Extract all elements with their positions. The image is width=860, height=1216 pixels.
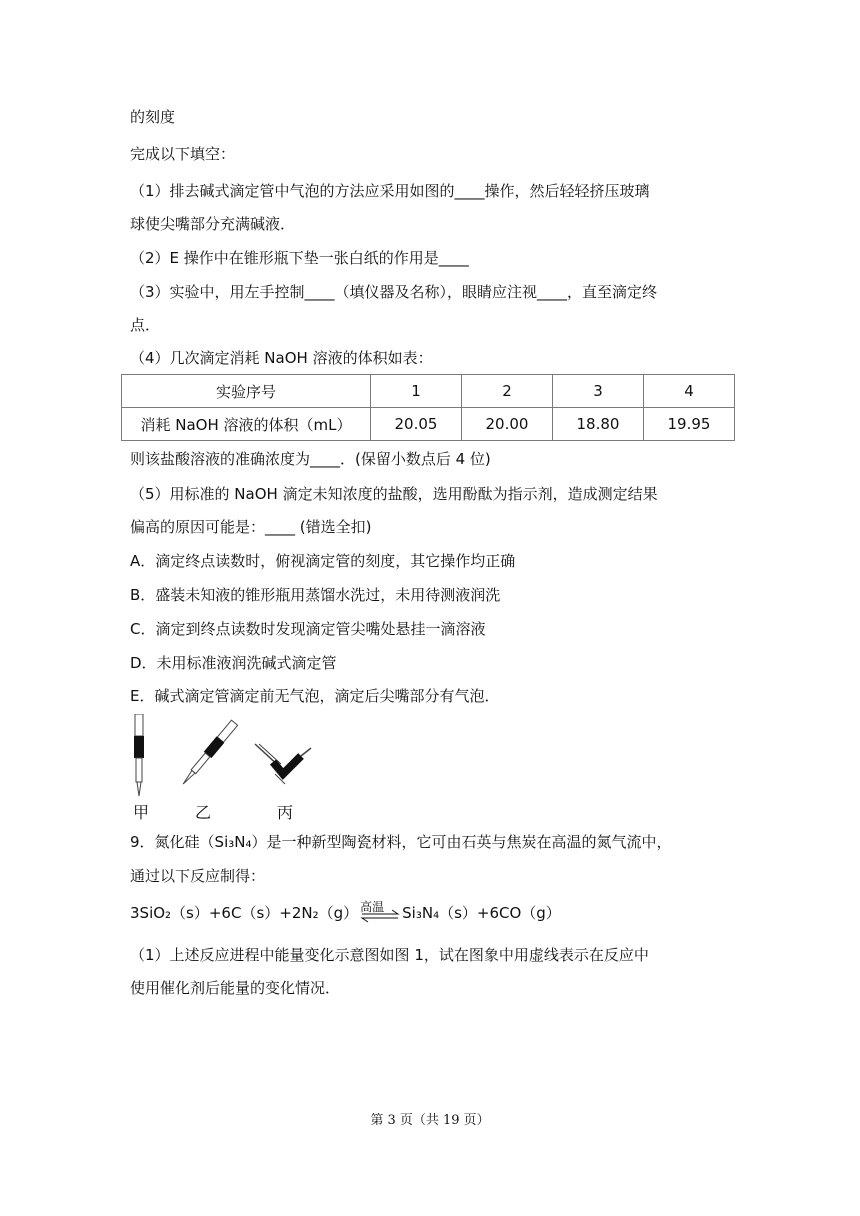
- option-b: B．盛装未知液的锥形瓶用蒸馏水洗过，未用待测液润洗: [130, 586, 501, 604]
- text-line: 完成以下填空：: [130, 145, 236, 163]
- question-4: （4）几次滴定消耗 NaOH 溶液的体积如表：: [130, 349, 433, 367]
- reversible-arrow-icon: [358, 902, 402, 924]
- burette-bing: [255, 744, 311, 784]
- option-c: C．滴定到终点读数时发现滴定管尖嘴处悬挂一滴溶液: [130, 620, 486, 638]
- question-2: （2）E 操作中在锥形瓶下垫一张白纸的作用是____: [130, 249, 469, 267]
- table-cell: 20.05: [371, 408, 462, 441]
- text-line: 通过以下反应制得：: [130, 867, 266, 885]
- reaction-equation: [130, 902, 561, 924]
- titration-table: [121, 374, 735, 441]
- option-d: D．未用标准液润洗碱式滴定管: [130, 654, 337, 672]
- question-3: （3）实验中，用左手控制____（填仪器及名称），眼睛应注视____，直至滴定终: [130, 283, 658, 301]
- table-cell: 2: [462, 375, 553, 408]
- table-cell: 19.95: [644, 408, 735, 441]
- text-line: 偏高的原因可能是：____ (错选全扣): [130, 518, 372, 536]
- option-e: E．碱式滴定管滴定前无气泡，滴定后尖嘴部分有气泡．: [130, 687, 500, 705]
- table-cell: 消耗 NaOH 溶液的体积（mL）: [122, 408, 371, 441]
- equation-condition: 高温: [360, 900, 385, 914]
- text-line: 使用催化剂后能量的变化情况．: [130, 979, 341, 997]
- equation-left: 3SiO₂（s）+6C（s）+2N₂（g）: [130, 904, 359, 922]
- question-1: （1）排去碱式滴定管中气泡的方法应采用如图的____操作，然后轻轻挤压玻璃: [130, 182, 650, 200]
- text-line: 点．: [130, 316, 161, 334]
- question-9: 9．氮化硅（Si₃N₄）是一种新型陶瓷材料，它可由石英与焦炭在高温的氮气流中，: [130, 833, 672, 851]
- option-a: A．滴定终点读数时，俯视滴定管的刻度，其它操作均正确: [130, 552, 516, 570]
- burette-figure: [125, 714, 325, 824]
- burette-illustration: [125, 714, 325, 800]
- table-cell: 4: [644, 375, 735, 408]
- figure-label-jia: 甲: [133, 803, 150, 822]
- table-row: [122, 375, 735, 408]
- equation-right: Si₃N₄（s）+6CO（g）: [402, 904, 561, 922]
- table-cell: 1: [371, 375, 462, 408]
- burette-yi: [179, 720, 238, 788]
- page-footer: 第 3 页（共 19 页）: [370, 1113, 490, 1128]
- text-line: 则该盐酸溶液的准确浓度为____．(保留小数点后 4 位): [130, 450, 491, 468]
- question-9-1: （1）上述反应进程中能量变化示意图如图 1，试在图象中用虚线表示在反应中: [130, 946, 649, 964]
- equilibrium-arrow: [358, 902, 402, 924]
- table-cell: 18.80: [553, 408, 644, 441]
- burette-jia: [134, 714, 144, 796]
- table-cell: 实验序号: [122, 375, 371, 408]
- text-line: 的刻度: [130, 108, 176, 126]
- question-5: （5）用标准的 NaOH 滴定未知浓度的盐酸，选用酚酞为指示剂，造成测定结果: [130, 485, 658, 503]
- table-row: [122, 408, 735, 441]
- table-cell: 20.00: [462, 408, 553, 441]
- figure-label-yi: 乙: [195, 803, 212, 822]
- text-line: 球使尖嘴部分充满碱液．: [130, 215, 296, 233]
- table-cell: 3: [553, 375, 644, 408]
- figure-label-bing: 丙: [277, 803, 294, 822]
